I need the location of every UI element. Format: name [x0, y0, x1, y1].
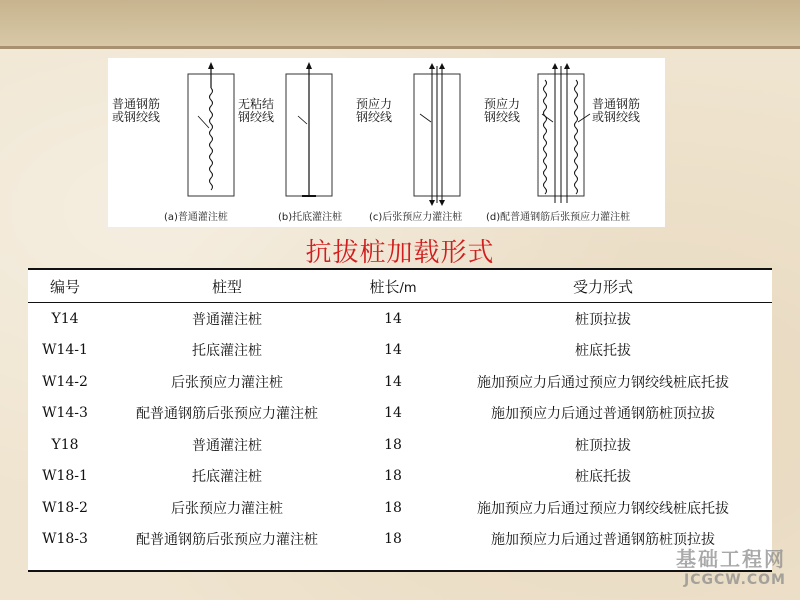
table-row: [28, 335, 772, 367]
slide-title: 抗拔桩加载形式: [305, 238, 495, 268]
cell-length: 14: [384, 405, 402, 422]
header-type: 桩型: [102, 270, 352, 303]
cell-force: 桩顶拉拔: [575, 311, 631, 328]
cell-force: 施加预应力后通过普通钢筋桩顶拉拔: [491, 406, 715, 423]
pile-b: [286, 62, 332, 196]
cell-force: 桩底托拔: [575, 343, 631, 360]
cell-force: 桩底托拔: [575, 469, 631, 486]
pile-c: [414, 63, 460, 206]
label-d-right: 普通钢筋 或钢绞线: [592, 97, 641, 124]
cell-code: W14-3: [42, 405, 88, 422]
cell-type: 后张预应力灌注桩: [171, 500, 283, 517]
cell-length: 18: [384, 499, 402, 516]
cell-type: 配普通钢筋后张预应力灌注桩: [136, 532, 318, 549]
pile-diagrams: [108, 58, 665, 227]
caption-a: (a)普通灌注桩: [164, 212, 228, 223]
label-d-left: 预应力 钢绞线: [484, 97, 521, 124]
cell-force: 施加预应力后通过预应力钢绞线桩底托拔: [477, 374, 729, 391]
cell-code: Y14: [51, 310, 79, 327]
caption-c: (c)后张预应力灌注桩: [369, 212, 463, 223]
cell-force: 桩顶拉拔: [575, 437, 631, 454]
table-row: [28, 303, 772, 335]
pile-d: [538, 63, 590, 203]
table-row: [28, 366, 772, 398]
cell-code: W18-3: [42, 531, 88, 548]
site-watermark: [676, 543, 786, 588]
table-header-row: [28, 270, 772, 303]
cell-type: 托底灌注桩: [192, 469, 262, 486]
cell-code: W14-1: [42, 342, 88, 359]
pile-table: [28, 268, 772, 572]
table-row: [28, 524, 772, 556]
cell-force: 施加预应力后通过普通钢筋桩顶拉拔: [491, 532, 715, 549]
table-row: [28, 398, 772, 430]
caption-d: (d)配普通钢筋后张预应力灌注桩: [486, 212, 631, 223]
label-a: 普通钢筋 或钢绞线: [112, 97, 161, 124]
cell-type: 配普通钢筋后张预应力灌注桩: [136, 406, 318, 423]
label-c: 预应力 钢绞线: [356, 97, 393, 124]
cell-type: 普通灌注桩: [192, 311, 262, 328]
table-row: [28, 429, 772, 461]
cell-length: 18: [384, 531, 402, 548]
table-row: [28, 461, 772, 493]
caption-b: (b)托底灌注桩: [278, 212, 343, 223]
cell-code: W14-2: [42, 373, 88, 390]
header-force: 受力形式: [434, 270, 772, 303]
table-row: [28, 492, 772, 524]
cell-length: 14: [384, 310, 402, 327]
watermark-main: 基础工程网: [676, 547, 786, 571]
cell-code: W18-2: [42, 499, 88, 516]
header-length-unit: /m: [399, 280, 417, 296]
label-b: 无粘结 钢绞线: [238, 97, 275, 124]
cell-length: 14: [384, 342, 402, 359]
decorative-header-band: [0, 0, 800, 49]
cell-code: Y18: [51, 436, 79, 453]
pile-diagram-panel: [108, 58, 665, 227]
header-code: 编号: [28, 270, 102, 303]
cell-force: 施加预应力后通过预应力钢绞线桩底托拔: [477, 500, 729, 517]
header-length: 桩长/m: [352, 270, 434, 303]
cell-type: 普通灌注桩: [192, 437, 262, 454]
cell-length: 18: [384, 436, 402, 453]
pile-a: [188, 62, 234, 196]
cell-code: W18-1: [42, 468, 88, 485]
cell-length: 14: [384, 373, 402, 390]
cell-type: 托底灌注桩: [192, 343, 262, 360]
watermark-sub: JCGCW.COM: [684, 572, 786, 588]
pile-table-grid: [28, 270, 772, 555]
cell-type: 后张预应力灌注桩: [171, 374, 283, 391]
cell-length: 18: [384, 468, 402, 485]
